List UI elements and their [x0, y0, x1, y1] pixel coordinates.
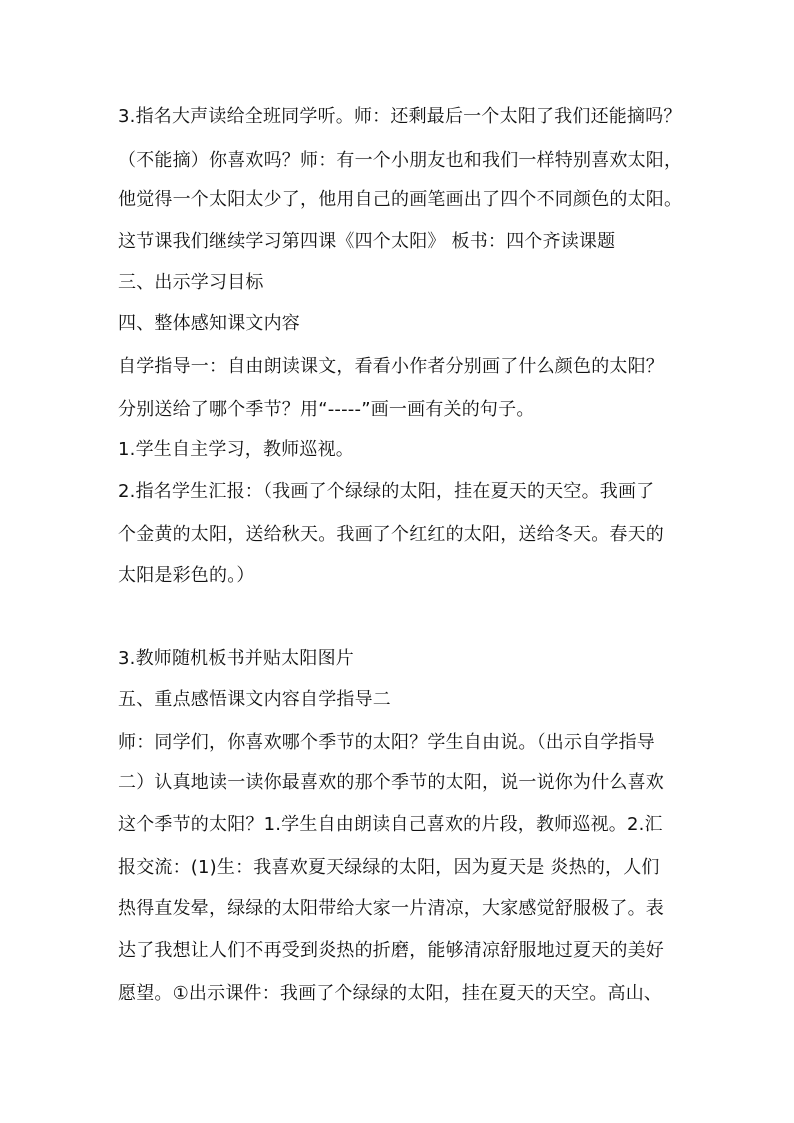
- paragraph-line-17: 这个季节的太阳？1.学生自由朗读自己喜欢的片段，教师巡视。2.汇: [118, 814, 663, 835]
- paragraph-line-20: 达了我想让人们不再受到炎热的折磨，能够清凉舒服地过夏天的美好: [118, 940, 664, 961]
- paragraph-line-2: （不能摘）你喜欢吗？师：有一个小朋友也和我们一样特别喜欢太阳，: [118, 150, 683, 171]
- section-heading-3: 三、出示学习目标: [118, 272, 264, 293]
- section-heading-4: 四、整体感知课文内容: [118, 313, 300, 334]
- paragraph-line-11: 个金黄的太阳，送给秋天。我画了个红红的太阳，送给冬天。春天的: [118, 524, 664, 545]
- paragraph-line-21: 愿望。①出示课件：我画了个绿绿的太阳，挂在夏天的天空。高山、: [118, 983, 663, 1004]
- paragraph-line-12: 太阳是彩色的。）: [118, 565, 255, 586]
- paragraph-line-19: 热得直发晕，绿绿的太阳带给大家一片清凉，大家感觉舒服极了。表: [118, 898, 664, 919]
- paragraph-line-13: 3.教师随机板书并贴太阳图片: [118, 648, 354, 669]
- paragraph-line-8: 分别送给了哪个季节？用“-----”画一画有关的句子。: [118, 399, 535, 420]
- paragraph-line-3: 他觉得一个太阳太少了，他用自己的画笔画出了四个不同颜色的太阳。: [118, 189, 683, 210]
- paragraph-line-7: 自学指导一：自由朗读课文，看看小作者分别画了什么颜色的太阳？: [118, 356, 664, 377]
- paragraph-line-4: 这节课我们继续学习第四课《四个太阳》 板书：四个齐读课题: [118, 231, 616, 252]
- paragraph-line-18: 报交流：(1)生：我喜欢夏天绿绿的太阳，因为夏天是 炎热的，人们: [118, 857, 660, 878]
- paragraph-line-15: 师：同学们，你喜欢哪个季节的太阳？学生自由说。（出示自学指导: [118, 732, 655, 753]
- paragraph-line-1: 3.指名大声读给全班同学听。师：还剩最后一个太阳了我们还能摘吗？: [118, 106, 682, 127]
- paragraph-line-10: 2.指名学生汇报：（我画了个绿绿的太阳，挂在夏天的天空。我画了: [118, 481, 655, 502]
- section-heading-5: 五、重点感悟课文内容自学指导二: [118, 689, 391, 710]
- paragraph-line-16: 二）认真地读一读你最喜欢的那个季节的太阳，说一说你为什么喜欢: [118, 772, 664, 793]
- paragraph-line-9: 1.学生自主学习，教师巡视。: [118, 439, 354, 460]
